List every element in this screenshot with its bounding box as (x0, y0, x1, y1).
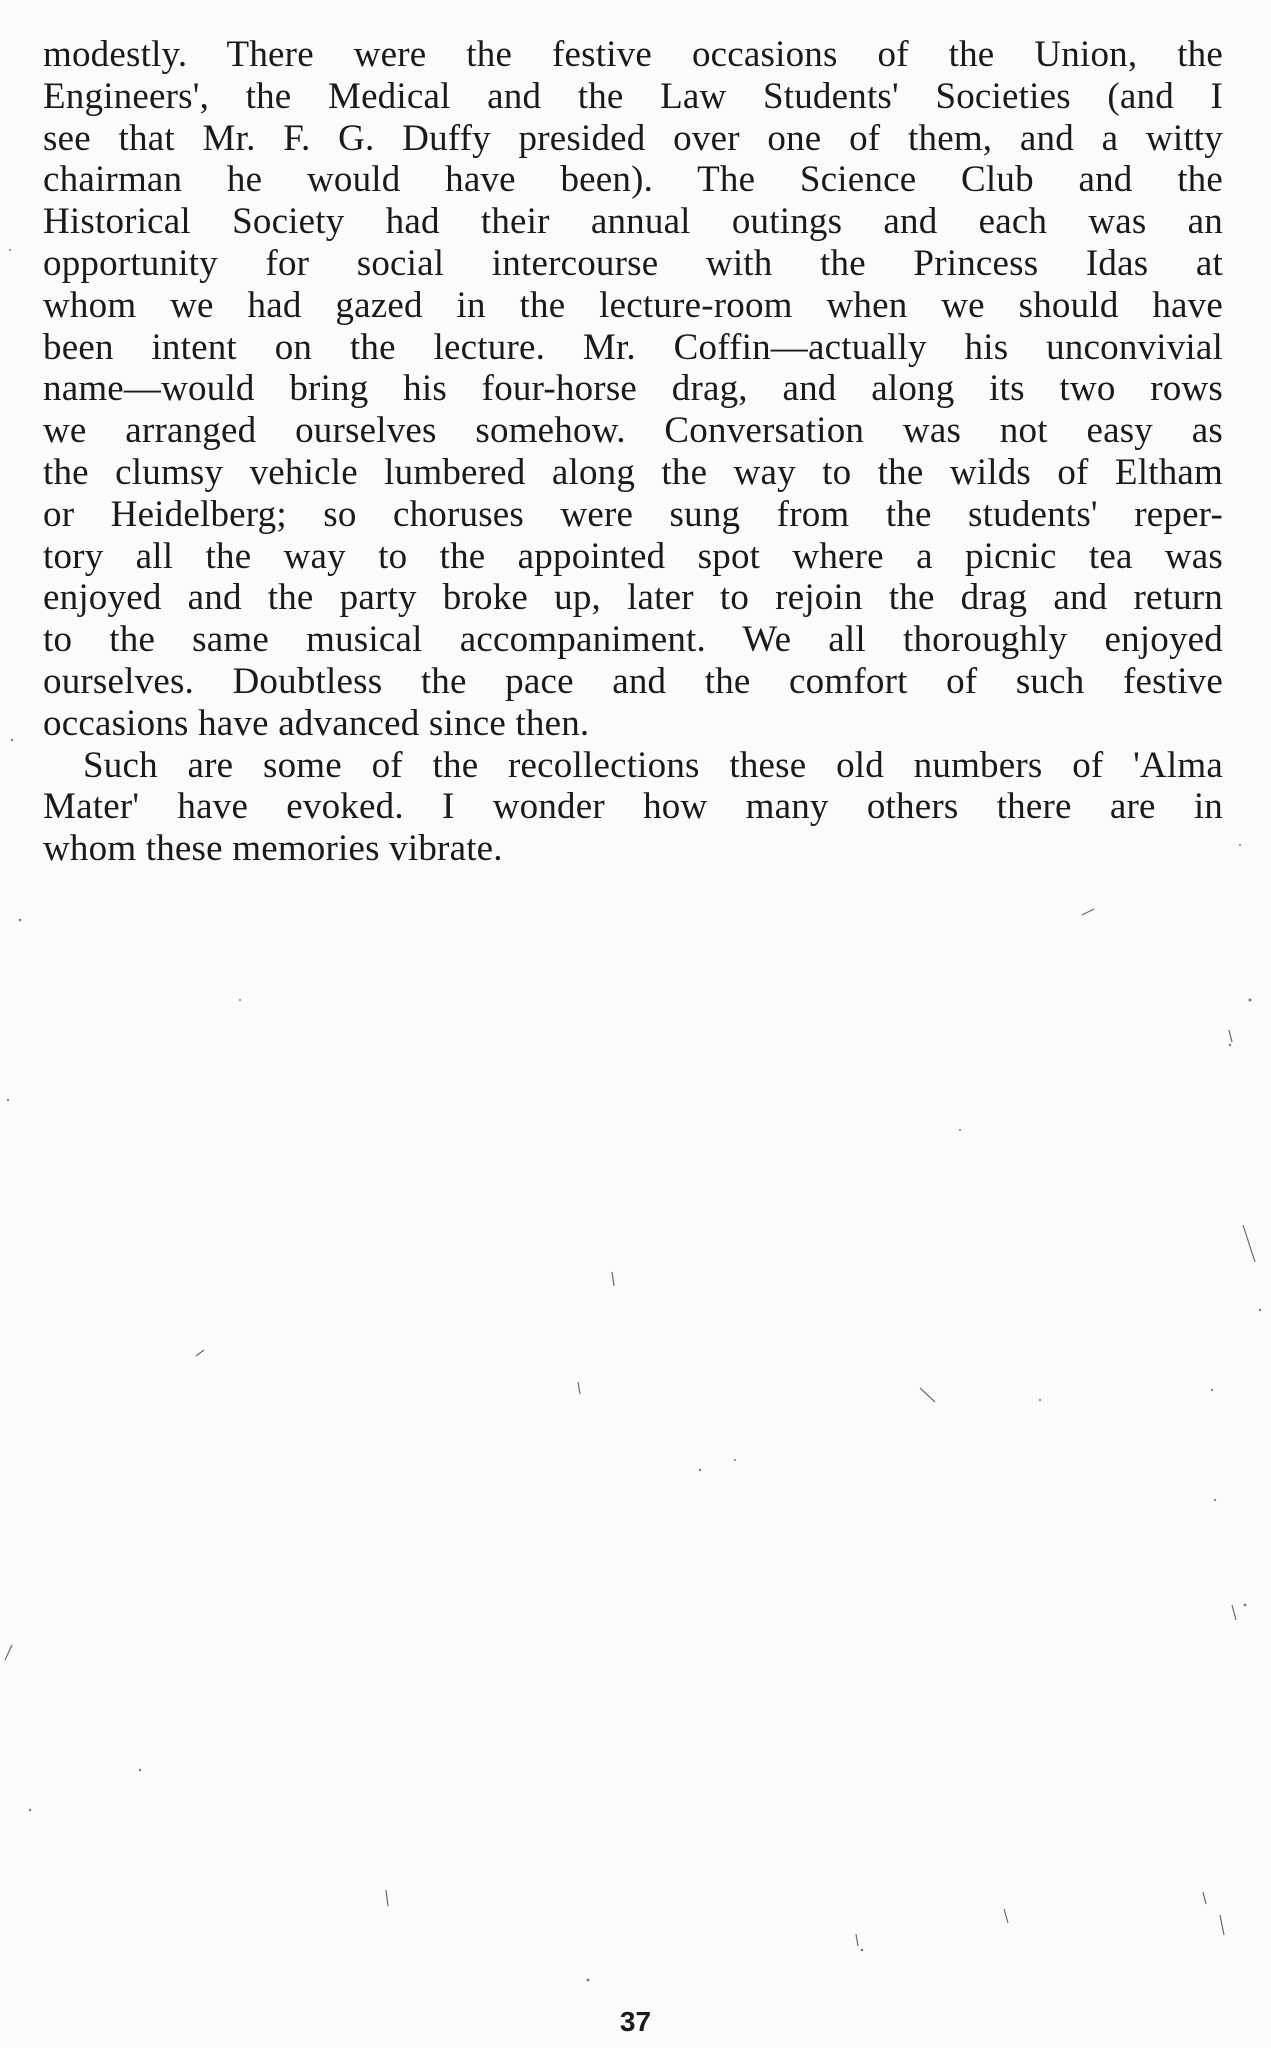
text-line: Such are some of the recollections these old numbers of 'Alma (83, 744, 1223, 786)
text-line: whom we had gazed in the lecture-room when we should have (43, 284, 1223, 326)
text-line: chairman he would have been). The Science Club and the (43, 159, 1223, 201)
text-line: the clumsy vehicle lumbered along the way to the wilds of Eltham (43, 451, 1223, 493)
text-line: we arranged ourselves somehow. Conversation was not easy as (43, 410, 1223, 452)
body-text (43, 34, 1223, 870)
text-line: opportunity for social intercourse with the Princess Idas at (43, 242, 1223, 284)
paragraph-2 (43, 745, 1223, 870)
text-line: name—would bring his four-horse drag, and along its two rows (43, 368, 1223, 410)
text-line: Historical Society had their annual outings and each was an (43, 201, 1223, 243)
page-number: 37 (619, 2006, 652, 2037)
text-line: to the same musical accompaniment. We all thoroughly enjoyed (43, 619, 1223, 661)
text-line: modestly. There were the festive occasions of the Union, the (43, 34, 1223, 75)
text-line: ourselves. Doubtless the pace and the comfort of such festive (43, 660, 1223, 702)
text-line: Mater' have evoked. I wonder how many others there are in (43, 786, 1223, 828)
text-line: or Heidelberg; so choruses were sung from the students' reper- (43, 493, 1223, 535)
text-line: Engineers', the Medical and the Law Students' Societies (and I (43, 75, 1223, 117)
text-line: tory all the way to the appointed spot where a picnic tea was (43, 535, 1223, 577)
paragraph-1 (43, 34, 1223, 745)
text-line: see that Mr. F. G. Duffy presided over one of them, and a witty (43, 117, 1223, 159)
text-line: enjoyed and the party broke up, later to rejoin the drag and return (43, 577, 1223, 619)
text-line: been intent on the lecture. Mr. Coffin—actually his unconvivial (43, 326, 1223, 368)
text-line: occasions have advanced since then. (43, 702, 590, 744)
text-line: whom these memories vibrate. (43, 828, 503, 870)
